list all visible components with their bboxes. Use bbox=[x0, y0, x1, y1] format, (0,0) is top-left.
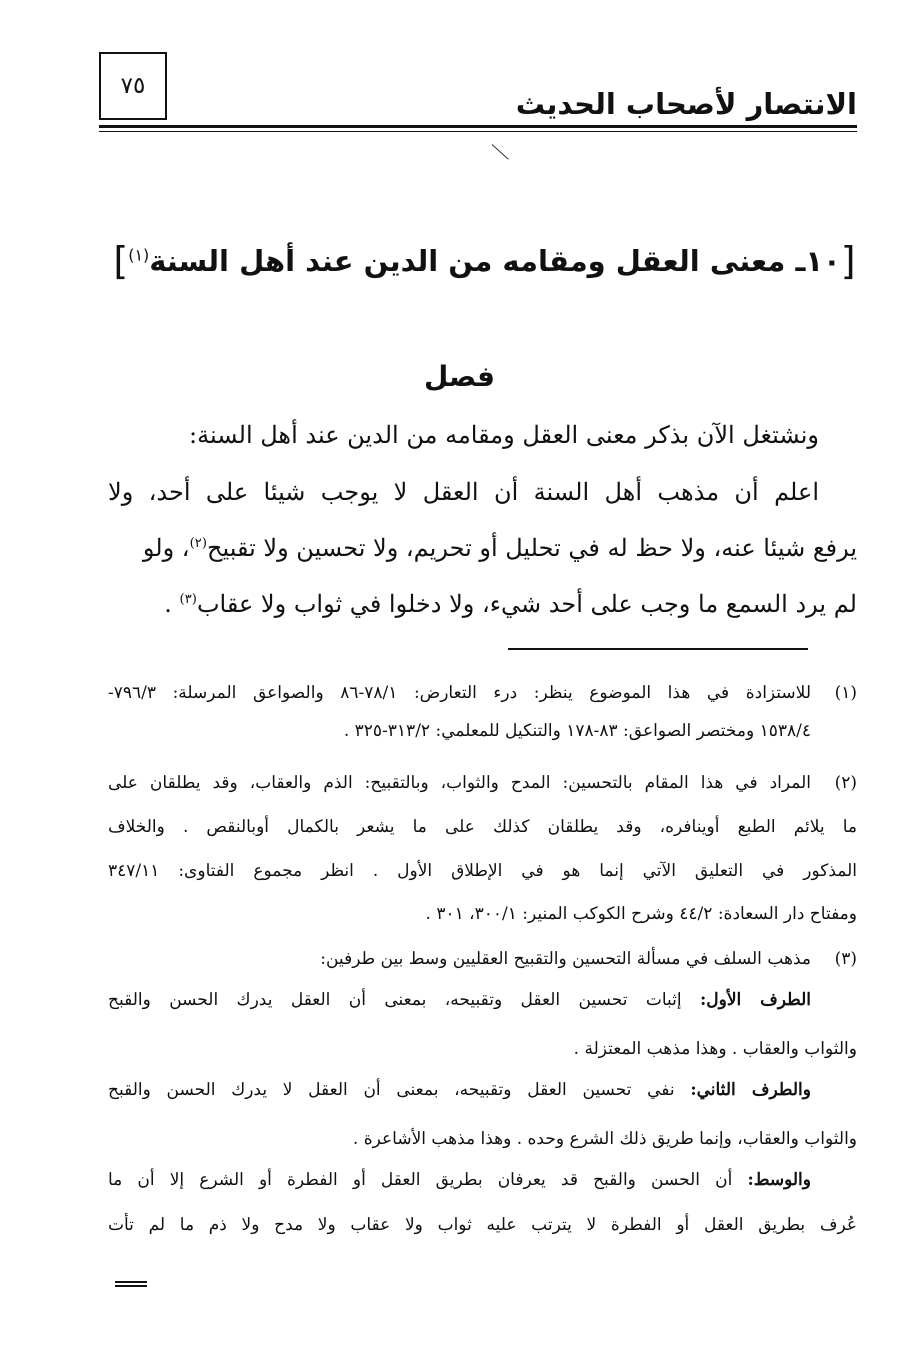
body-text: ، ولو bbox=[142, 534, 190, 562]
footnote-label: والطرف الثاني: bbox=[690, 1080, 811, 1100]
header-rule-thin bbox=[99, 131, 857, 132]
continuation-mark bbox=[115, 1281, 147, 1287]
stray-mark bbox=[492, 144, 509, 159]
running-title: الانتصار لأصحاب الحديث bbox=[515, 87, 857, 121]
footnote-number: (٢) bbox=[834, 773, 857, 793]
footnote-label: الطرف الأول: bbox=[699, 990, 811, 1010]
footnote-text: أن الحسن والقبح قد يعرفان بطريق العقل أو الفطرة أو الشرع إلا أن ما bbox=[108, 1170, 748, 1190]
body-text: يرفع شيئا عنه، ولا حظ له في تحليل أو تحريم، ولا تحسين ولا تقبيح bbox=[206, 534, 857, 562]
footnote-line bbox=[108, 1075, 811, 1105]
footnote-line: للاستزادة في هذا الموضوع ينظر: درء التعارض: ٧٨/١-٨٦ والصواعق المرسلة: ٧٩٦/٣- bbox=[108, 683, 811, 703]
open-bracket: [ bbox=[840, 239, 856, 283]
footnote-line: والثواب والعقاب، وإنما طريق ذلك الشرع وحده . وهذا مذهب الأشاعرة . bbox=[352, 1129, 857, 1149]
body-line bbox=[108, 584, 857, 624]
footnote-line: عُرف بطريق العقل أو الفطرة لا يترتب عليه ثواب ولا عقاب ولا مدح ولا ذم ما لم تأت bbox=[108, 1215, 857, 1235]
footnote-line: المذكور في التعليق الآتي إنما هو في الإطلاق الأول . انظر مجموع الفتاوى: ٣٤٧/١١ bbox=[108, 861, 857, 881]
body-line: ونشتغل الآن بذكر معنى العقل ومقامه من الدين عند أهل السنة: bbox=[189, 421, 819, 449]
footnote-number: (٣) bbox=[834, 949, 857, 969]
footnote-number: (١) bbox=[834, 683, 857, 703]
footnote-line bbox=[108, 1165, 811, 1195]
page-number: ٧٥ bbox=[120, 73, 146, 99]
footnote-text: نفي تحسين العقل وتقبيحه، بمعنى أن العقل لا يدرك الحسن والقبح bbox=[108, 1080, 691, 1100]
close-bracket: ] bbox=[113, 239, 129, 283]
footnote-line bbox=[108, 985, 811, 1015]
footnote-line: ١٥٣٨/٤ ومختصر الصواعق: ٨٣-١٧٨ والتنكيل للمعلمي: ٣١٣/٢-٣٢٥ . bbox=[343, 721, 811, 741]
footnote-separator bbox=[508, 648, 808, 650]
footnote-line: المراد في هذا المقام بالتحسين: المدح والثواب، وبالتقبيح: الذم والعقاب، وقد يطلقان على bbox=[108, 773, 811, 793]
footnote-label: والوسط: bbox=[747, 1170, 811, 1190]
footnote-line: والثواب والعقاب . وهذا مذهب المعتزلة . bbox=[573, 1039, 857, 1059]
footnote-ref-1: (١) bbox=[128, 245, 150, 265]
body-line bbox=[108, 528, 857, 568]
body-text: . bbox=[164, 590, 180, 618]
footnote-ref-3: (٣) bbox=[179, 592, 197, 607]
header-rule-thick bbox=[99, 125, 857, 128]
footnote-line: مذهب السلف في مسألة التحسين والتقبيح العقليين وسط بين طرفين: bbox=[320, 949, 811, 969]
footnote-ref-2: (٢) bbox=[189, 536, 207, 551]
footnote-line: ما يلائم الطبع أوينافره، وقد يطلقان كذلك على ما يشعر بالكمال أوبالنقص . والخلاف bbox=[108, 817, 857, 837]
footnote-line: ومفتاح دار السعادة: ٤٤/٢ وشرح الكوكب المنير: ٣٠٠/١، ٣٠١ . bbox=[425, 904, 857, 924]
chapter-title bbox=[110, 236, 859, 286]
section-heading: فصل bbox=[424, 360, 495, 393]
footnote-text: إثبات تحسين العقل وتقبيحه، بمعنى أن العقل يدرك الحسن والقبح bbox=[108, 990, 700, 1010]
body-text: لم يرد السمع ما وجب على أحد شيء، ولا دخلوا في ثواب ولا عقاب bbox=[196, 590, 857, 618]
body-line: اعلم أن مذهب أهل السنة أن العقل لا يوجب شيئا على أحد، ولا bbox=[108, 478, 819, 506]
page-number-box bbox=[99, 52, 167, 120]
chapter-title-text: ١٠ـ معنى العقل ومقامه من الدين عند أهل السنة bbox=[149, 244, 841, 278]
